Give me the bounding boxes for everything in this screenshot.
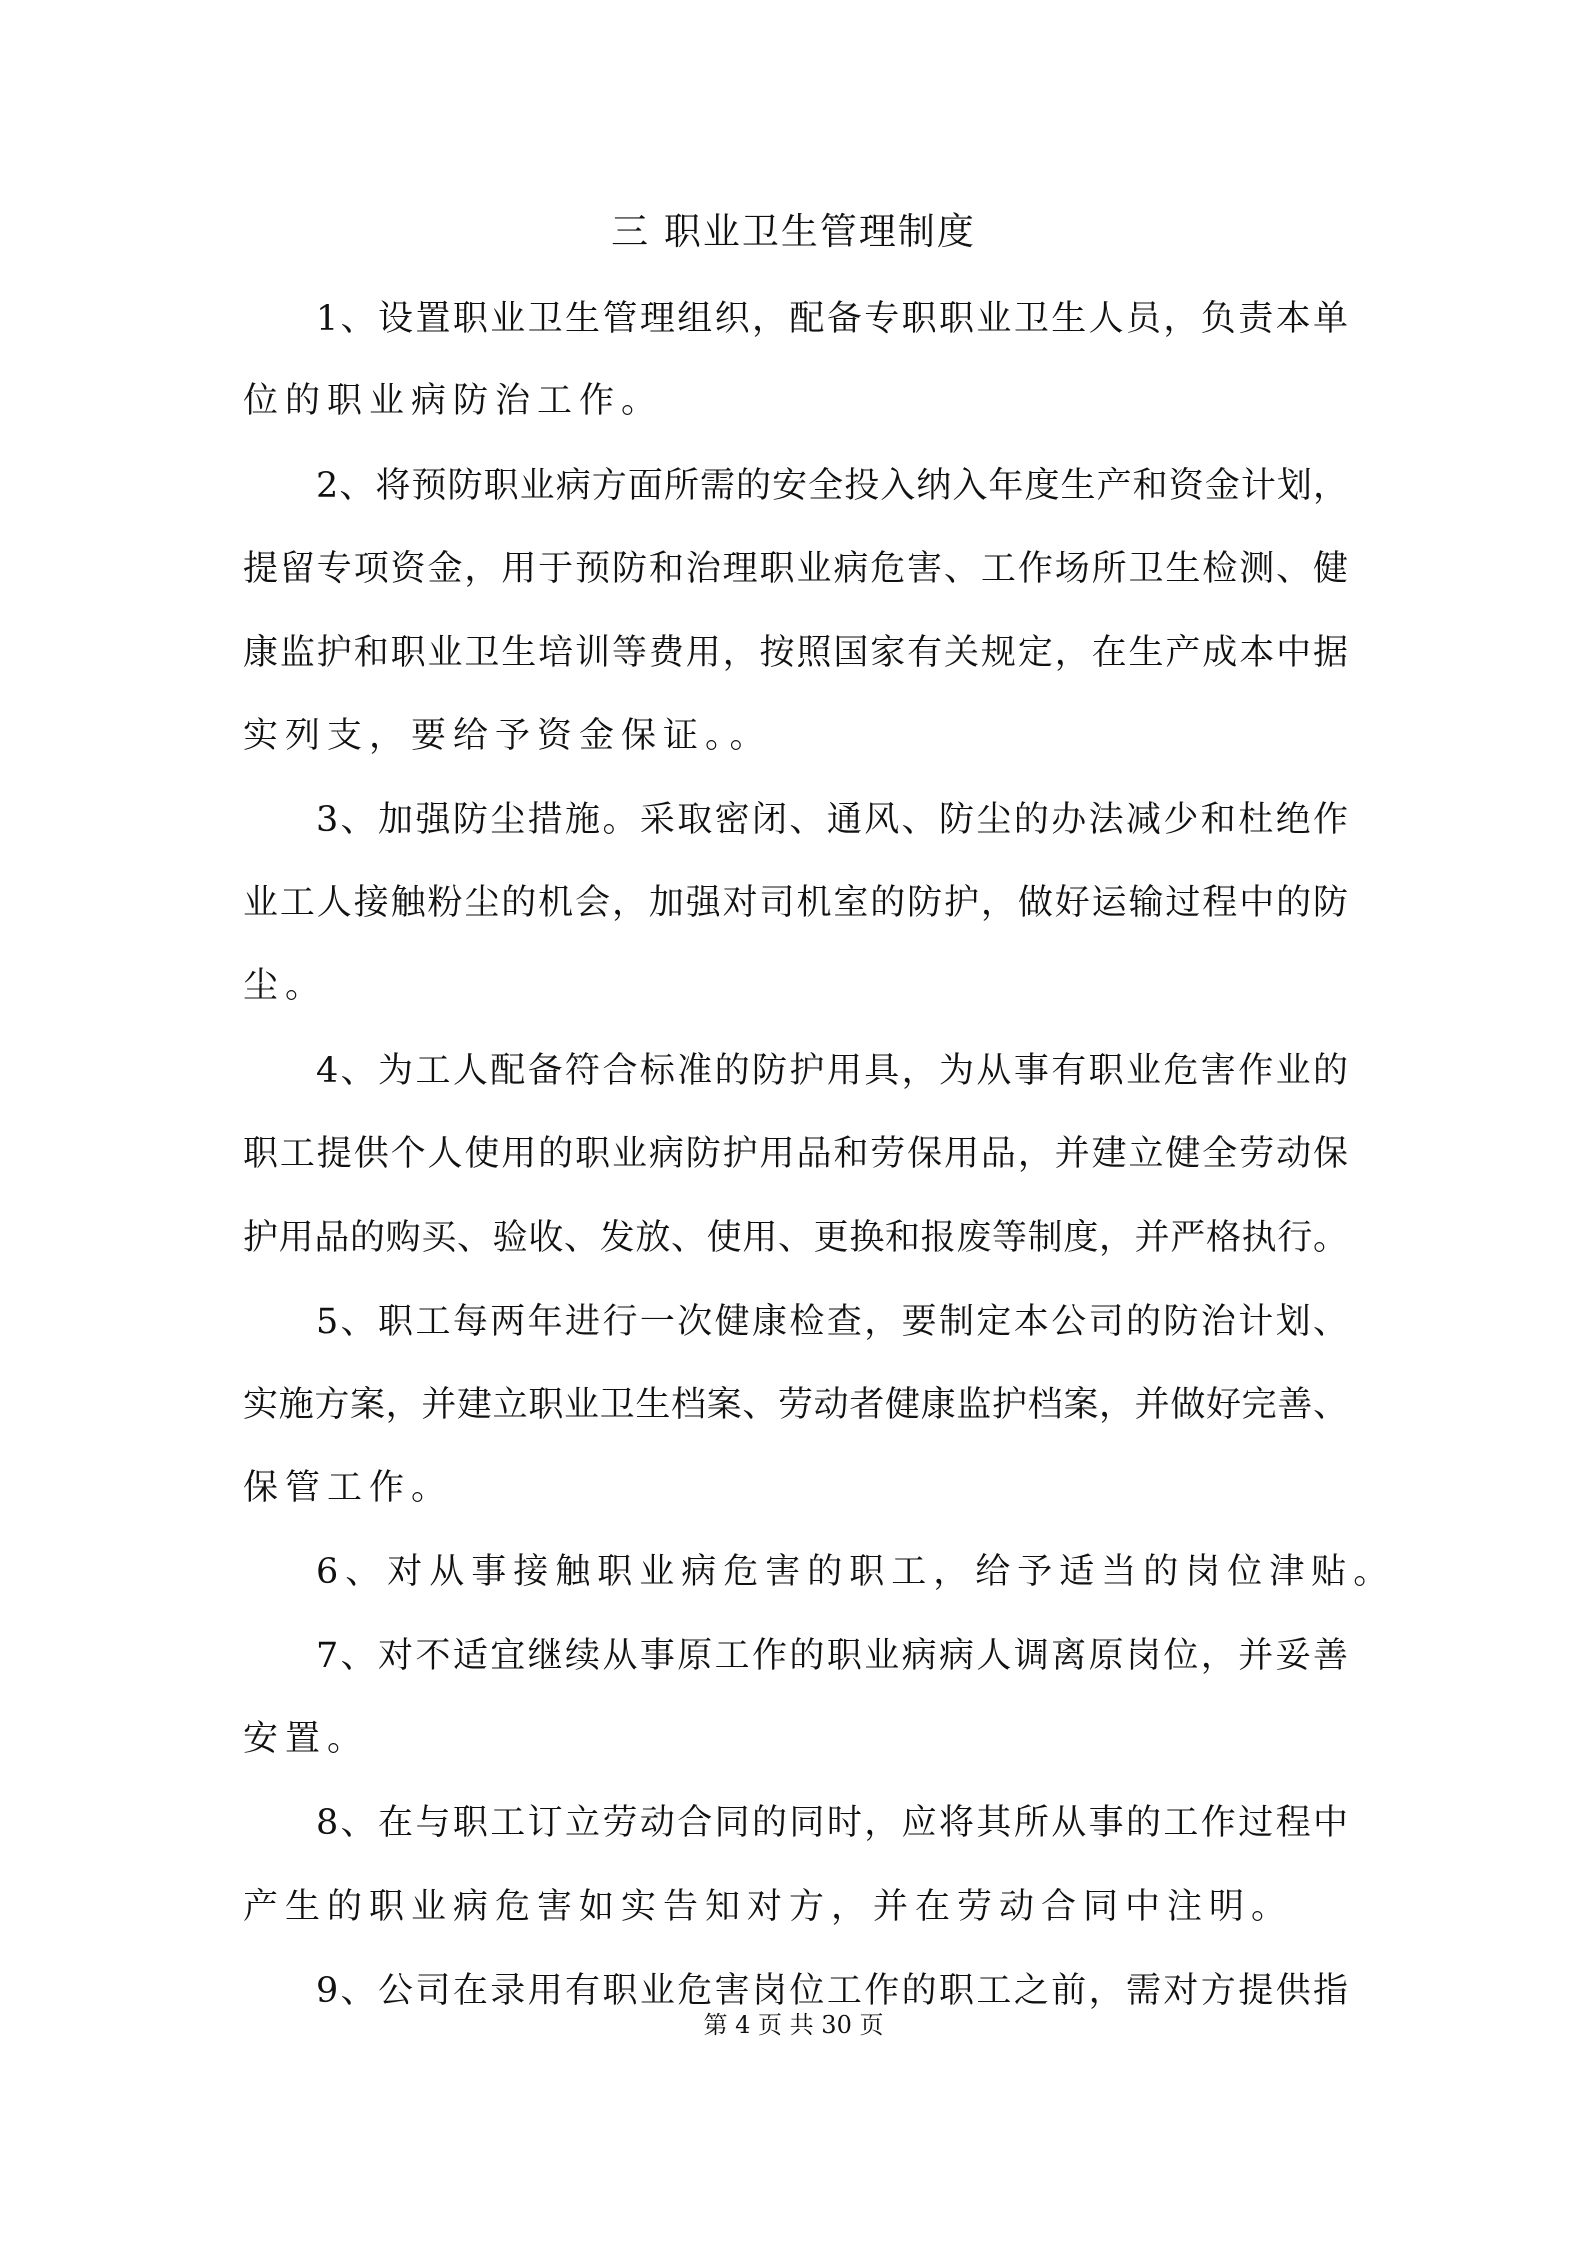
paragraph-line: 3、加强防尘措施。采取密闭、通风、防尘的办法减少和杜绝作 [316,800,1348,840]
paragraph-line: 产生的职业病危害如实告知对方，并在劳动合同中注明。 [243,1887,1294,1927]
paragraph-line: 实施方案，并建立职业卫生档案、劳动者健康监护档案，并做好完善、 [243,1385,1348,1425]
paragraph-line: 7、对不适宜继续从事原工作的职业病病人调离原岗位，并妥善 [316,1636,1348,1676]
paragraph-line: 康监护和职业卫生培训等费用，按照国家有关规定，在生产成本中据 [243,633,1348,673]
paragraph-line: 提留专项资金，用于预防和治理职业病危害、工作场所卫生检测、健 [243,549,1348,589]
paragraph-line: 实列支，要给予资金保证。。 [243,716,772,756]
paragraph-line: 2、将预防职业病方面所需的安全投入纳入年度生产和资金计划， [316,466,1348,506]
paragraph-line: 安置。 [243,1719,370,1759]
paragraph-line: 位的职业病防治工作。 [243,381,664,421]
paragraph-line: 5、职工每两年进行一次健康检查，要制定本公司的防治计划、 [316,1302,1348,1342]
paragraph-line: 1、设置职业卫生管理组织，配备专职职业卫生人员，负责本单 [316,299,1348,339]
paragraph-line: 尘。 [243,966,328,1006]
page-footer: 第 4 页 共 30 页 [703,2011,884,2039]
paragraph-line: 业工人接触粉尘的机会，加强对司机室的防护，做好运输过程中的防 [243,883,1348,923]
page-title: 三 职业卫生管理制度 [611,210,976,253]
paragraph-line: 护用品的购买、验收、发放、使用、更换和报废等制度，并严格执行。 [243,1218,1348,1258]
paragraph-line: 9、公司在录用有职业危害岗位工作的职工之前，需对方提供指 [316,1971,1348,2011]
paragraph-line: 保管工作。 [243,1468,454,1508]
paragraph-line: 6、对从事接触职业病危害的职工，给予适当的岗位津贴。 [316,1552,1396,1592]
paragraph-line: 职工提供个人使用的职业病防护用品和劳保用品，并建立健全劳动保 [243,1134,1348,1174]
paragraph-line: 4、为工人配备符合标准的防护用具，为从事有职业危害作业的 [316,1051,1348,1091]
paragraph-line: 8、在与职工订立劳动合同的同时，应将其所从事的工作过程中 [316,1803,1348,1843]
